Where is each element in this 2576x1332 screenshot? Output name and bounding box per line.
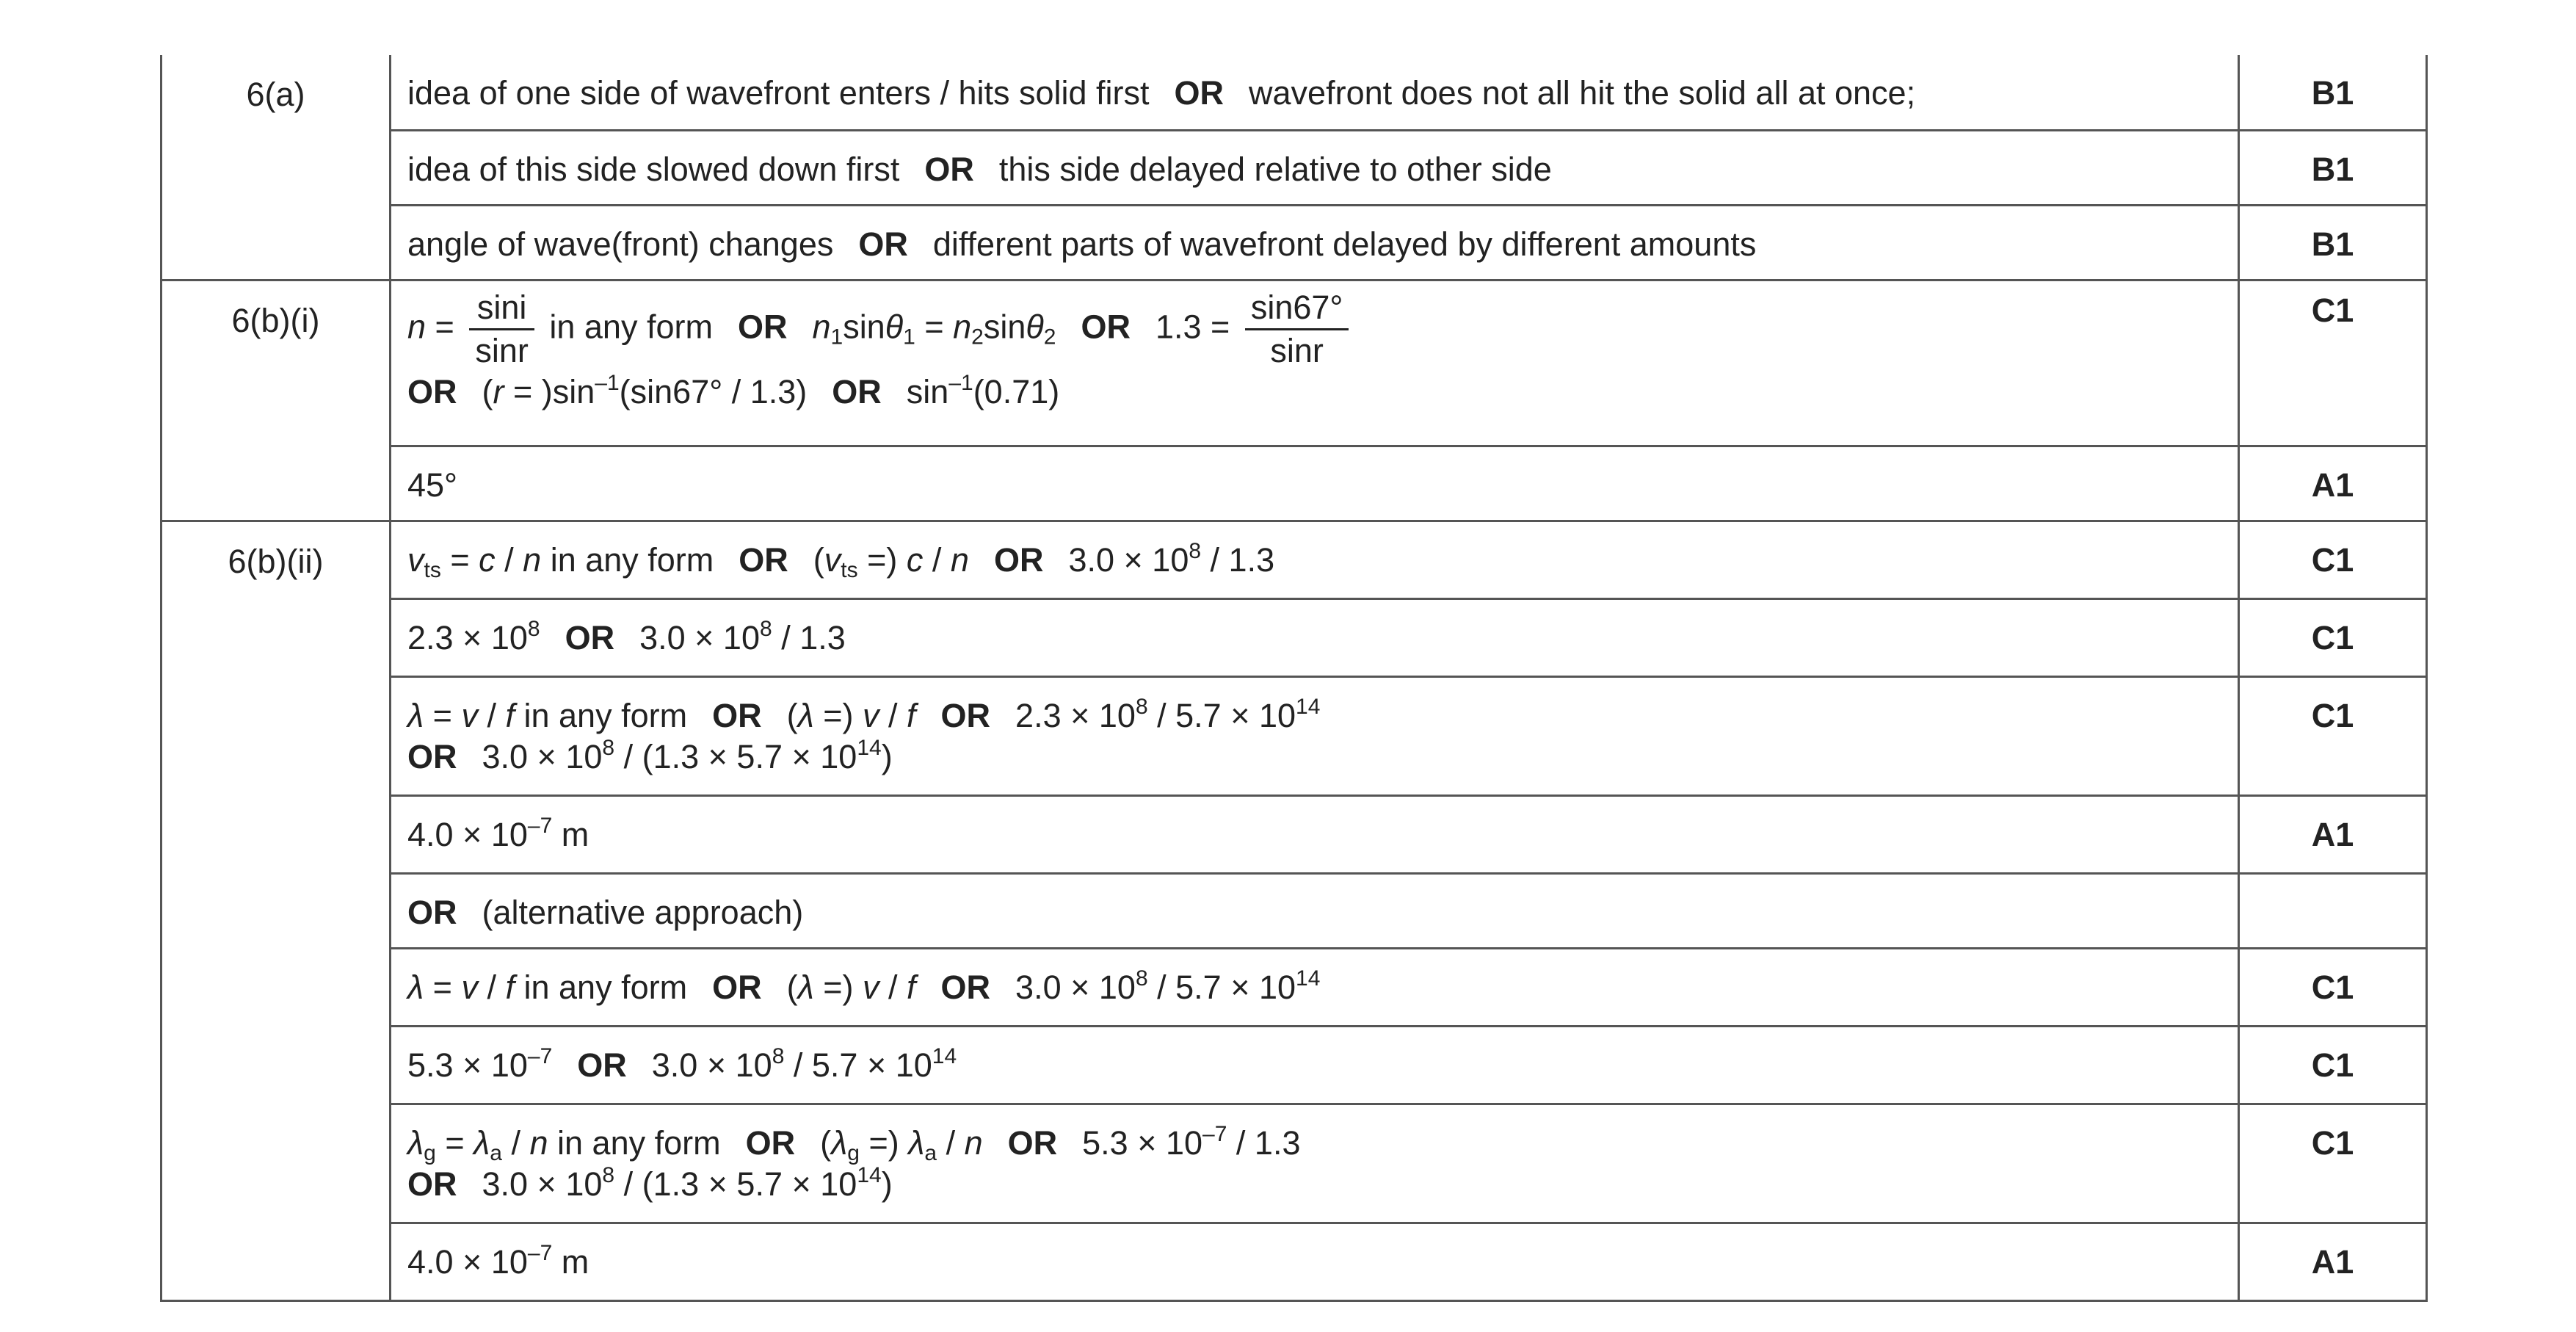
slash: /	[879, 696, 907, 734]
symbol-n: n	[523, 540, 542, 579]
symbol-theta: θ	[885, 307, 904, 345]
slash: /	[477, 968, 506, 1006]
paren: (	[786, 968, 798, 1006]
or-keyword: OR	[712, 696, 762, 734]
table-row	[162, 130, 2427, 205]
or-keyword: OR	[737, 307, 788, 345]
or-keyword: OR	[745, 1123, 796, 1162]
or-keyword: OR	[712, 968, 762, 1006]
symbol-theta: θ	[1026, 307, 1044, 345]
symbol-n1: n	[812, 307, 831, 345]
answer-text: 5.3 × 10	[407, 1046, 528, 1084]
sin-text: sin	[843, 307, 885, 345]
superscript: –1	[948, 370, 973, 395]
subscript: 2	[1043, 324, 1056, 349]
table-row	[162, 873, 2427, 948]
table-row	[162, 55, 2427, 130]
answer-text: = )sin	[504, 372, 595, 410]
answer-text: 4.0 × 10	[407, 815, 528, 853]
subscript: 1	[830, 324, 843, 349]
answer-text: 2.3 × 10	[1015, 696, 1136, 734]
mark-cell: A1	[2239, 446, 2427, 521]
symbol-n: n	[529, 1123, 548, 1162]
subscript: g	[424, 1140, 436, 1165]
symbol-r: r	[493, 372, 504, 410]
or-keyword: OR	[565, 618, 615, 656]
answer-cell	[391, 1026, 2239, 1104]
table-row	[162, 1223, 2427, 1300]
answer-text: idea of this side slowed down first	[407, 150, 900, 188]
paren: =)	[857, 540, 907, 579]
paren: (	[813, 540, 824, 579]
subscript: g	[847, 1140, 860, 1165]
fraction-denominator: sinr	[1270, 331, 1324, 369]
subscript: 1	[903, 324, 915, 349]
or-keyword: OR	[1174, 74, 1224, 112]
symbol-c: c	[906, 540, 924, 579]
answer-text: m	[552, 815, 589, 853]
mark-cell: B1	[2239, 130, 2427, 205]
formula-line-1	[407, 287, 2221, 372]
answer-cell	[391, 55, 2239, 130]
answer-text: )	[881, 1165, 893, 1203]
paren: =)	[813, 696, 863, 734]
or-keyword: OR	[858, 225, 908, 263]
answer-cell	[391, 598, 2239, 676]
answer-cell: 45°	[391, 446, 2239, 521]
table-row	[162, 795, 2427, 873]
answer-text: / 1.3	[772, 618, 846, 656]
superscript: 8	[602, 1162, 615, 1187]
mark-cell: C1	[2239, 598, 2427, 676]
subscript: 2	[971, 324, 984, 349]
answer-text: 1.3 =	[1155, 307, 1230, 345]
symbol-lambda: λ	[797, 968, 814, 1006]
answer-cell	[391, 521, 2239, 598]
superscript: 14	[857, 1162, 882, 1187]
answer-text: this side delayed relative to other side	[998, 150, 1552, 188]
or-keyword: OR	[832, 372, 882, 410]
symbol-f: f	[505, 968, 515, 1006]
symbol-lambda: λ	[908, 1123, 925, 1162]
fraction-numerator: sini	[469, 287, 534, 330]
answer-text: (alternative approach)	[482, 893, 804, 931]
answer-text: 3.0 × 10	[482, 737, 603, 775]
or-keyword: OR	[407, 372, 457, 410]
formula-line-2	[407, 1164, 2221, 1205]
equals-sign: =	[440, 540, 479, 579]
slash: /	[501, 1123, 530, 1162]
mark-cell: C1	[2239, 1026, 2427, 1104]
mark-cell: C1	[2239, 676, 2427, 795]
sin-text: sin	[983, 307, 1026, 345]
formula-line-2	[407, 736, 2221, 778]
answer-cell	[391, 795, 2239, 873]
symbol-n: n	[950, 540, 969, 579]
superscript: 8	[1135, 966, 1148, 991]
answer-cell	[391, 948, 2239, 1026]
table-row	[162, 521, 2427, 598]
symbol-n2: n	[953, 307, 972, 345]
table-row	[162, 446, 2427, 521]
equals-sign: =	[435, 307, 454, 345]
answer-cell	[391, 676, 2239, 795]
answer-text: idea of one side of wavefront enters / hits solid first	[407, 74, 1150, 112]
answer-text: different parts of wavefront delayed by different amounts	[932, 225, 1757, 263]
fraction-sin67-sinr	[1245, 287, 1349, 372]
slash: /	[477, 696, 506, 734]
superscript: 14	[1296, 966, 1321, 991]
equals-sign: =	[424, 696, 462, 734]
symbol-v: v	[461, 696, 478, 734]
symbol-v: v	[824, 540, 841, 579]
superscript: –7	[527, 1043, 553, 1068]
subscript: a	[924, 1140, 937, 1165]
or-keyword: OR	[407, 1165, 457, 1203]
superscript: –7	[1202, 1121, 1227, 1146]
superscript: 8	[760, 616, 772, 641]
mark-cell: C1	[2239, 1104, 2427, 1223]
question-label-6a: 6(a)	[162, 55, 391, 280]
superscript: 8	[1135, 694, 1148, 719]
answer-text: 3.0 × 10	[651, 1046, 772, 1084]
answer-text: 3.0 × 10	[639, 618, 760, 656]
sin-text: sin	[906, 372, 949, 410]
or-keyword: OR	[940, 968, 991, 1006]
superscript: –7	[527, 1240, 553, 1265]
fraction-sini-sinr	[469, 287, 534, 372]
answer-text: 5.3 × 10	[1082, 1123, 1203, 1162]
answer-text: in any form	[541, 540, 714, 579]
answer-text: in any form	[514, 968, 688, 1006]
symbol-lambda: λ	[797, 696, 814, 734]
symbol-v: v	[407, 540, 424, 579]
answer-text: 2.3 × 10	[407, 618, 528, 656]
answer-text: / 5.7 × 10	[1147, 968, 1296, 1006]
or-keyword: OR	[577, 1046, 627, 1084]
or-keyword: OR	[1081, 307, 1131, 345]
mark-cell: B1	[2239, 205, 2427, 280]
mark-cell: B1	[2239, 55, 2427, 130]
paren: =)	[859, 1123, 909, 1162]
superscript: 8	[602, 735, 615, 760]
paren: (	[820, 1123, 832, 1162]
subscript: a	[490, 1140, 502, 1165]
answer-cell	[391, 280, 2239, 446]
answer-text: 4.0 × 10	[407, 1242, 528, 1281]
or-keyword: OR	[407, 893, 457, 931]
answer-text: / (1.3 × 5.7 × 10	[614, 1165, 857, 1203]
paren: =)	[813, 968, 863, 1006]
or-keyword: OR	[924, 150, 974, 188]
symbol-lambda: λ	[474, 1123, 490, 1162]
table-row	[162, 280, 2427, 446]
superscript: 8	[772, 1043, 785, 1068]
symbol-lambda: λ	[407, 696, 424, 734]
symbol-v: v	[461, 968, 478, 1006]
slash: /	[923, 540, 951, 579]
or-keyword: OR	[1007, 1123, 1058, 1162]
answer-text: 3.0 × 10	[482, 1165, 603, 1203]
superscript: –1	[595, 370, 620, 395]
symbol-f: f	[505, 696, 515, 734]
question-label-6bi: 6(b)(i)	[162, 280, 391, 521]
answer-text: / 5.7 × 10	[1147, 696, 1296, 734]
answer-text: / 5.7 × 10	[784, 1046, 932, 1084]
symbol-n: n	[964, 1123, 983, 1162]
or-keyword: OR	[940, 696, 991, 734]
slash: /	[495, 540, 523, 579]
subscript: ts	[424, 557, 441, 582]
or-keyword: OR	[407, 737, 457, 775]
formula-line-1	[407, 695, 2221, 736]
table-row	[162, 948, 2427, 1026]
superscript: –7	[527, 813, 553, 838]
or-keyword: OR	[993, 540, 1044, 579]
answer-cell	[391, 205, 2239, 280]
answer-text: / 1.3	[1227, 1123, 1301, 1162]
mark-cell: C1	[2239, 280, 2427, 446]
mark-cell: C1	[2239, 521, 2427, 598]
table-row	[162, 205, 2427, 280]
superscript: 14	[1296, 694, 1321, 719]
symbol-f: f	[907, 696, 916, 734]
answer-text: angle of wave(front) changes	[407, 225, 834, 263]
answer-text: (0.71)	[973, 372, 1060, 410]
subscript: ts	[841, 557, 858, 582]
slash: /	[937, 1123, 965, 1162]
or-keyword: OR	[739, 540, 788, 579]
table-row	[162, 598, 2427, 676]
answer-cell	[391, 1104, 2239, 1223]
answer-cell	[391, 1223, 2239, 1300]
fraction-denominator: sinr	[475, 331, 529, 369]
mark-cell: C1	[2239, 948, 2427, 1026]
mark-cell	[2239, 873, 2427, 948]
superscript: 8	[527, 616, 540, 641]
mark-cell: A1	[2239, 795, 2427, 873]
answer-text: )	[881, 737, 893, 775]
answer-text: wavefront does not all hit the solid all at once;	[1249, 74, 1916, 112]
table-row	[162, 676, 2427, 795]
paren: (	[482, 372, 493, 410]
answer-text: / (1.3 × 5.7 × 10	[614, 737, 857, 775]
symbol-lambda: λ	[831, 1123, 848, 1162]
answer-text: (sin67° / 1.3)	[619, 372, 808, 410]
answer-text: m	[552, 1242, 589, 1281]
symbol-c: c	[479, 540, 496, 579]
answer-text: in any form	[548, 1123, 721, 1162]
superscript: 14	[932, 1043, 957, 1068]
symbol-lambda: λ	[407, 968, 424, 1006]
mark-scheme-table	[160, 55, 2428, 1302]
paren: (	[786, 696, 798, 734]
symbol-v: v	[863, 696, 879, 734]
mark-cell: A1	[2239, 1223, 2427, 1300]
symbol-lambda: λ	[407, 1123, 424, 1162]
equals-sign: =	[435, 1123, 474, 1162]
answer-text: / 1.3	[1201, 540, 1275, 579]
answer-text: in any form	[514, 696, 688, 734]
superscript: 14	[857, 735, 882, 760]
equals-sign: =	[424, 968, 462, 1006]
answer-cell	[391, 873, 2239, 948]
answer-text: in any form	[549, 307, 713, 345]
equals-sign: =	[915, 307, 954, 345]
answer-text: 3.0 × 10	[1068, 540, 1189, 579]
symbol-n: n	[407, 307, 427, 345]
formula-line-2	[407, 372, 2221, 413]
slash: /	[879, 968, 907, 1006]
superscript: 8	[1189, 538, 1202, 563]
table-row	[162, 1104, 2427, 1223]
table-row	[162, 1026, 2427, 1104]
answer-text: 3.0 × 10	[1015, 968, 1136, 1006]
question-label-6bii: 6(b)(ii)	[162, 521, 391, 1300]
symbol-f: f	[907, 968, 916, 1006]
formula-line-1	[407, 1123, 2221, 1164]
symbol-v: v	[863, 968, 879, 1006]
fraction-numerator: sin67°	[1245, 287, 1349, 330]
answer-cell	[391, 130, 2239, 205]
